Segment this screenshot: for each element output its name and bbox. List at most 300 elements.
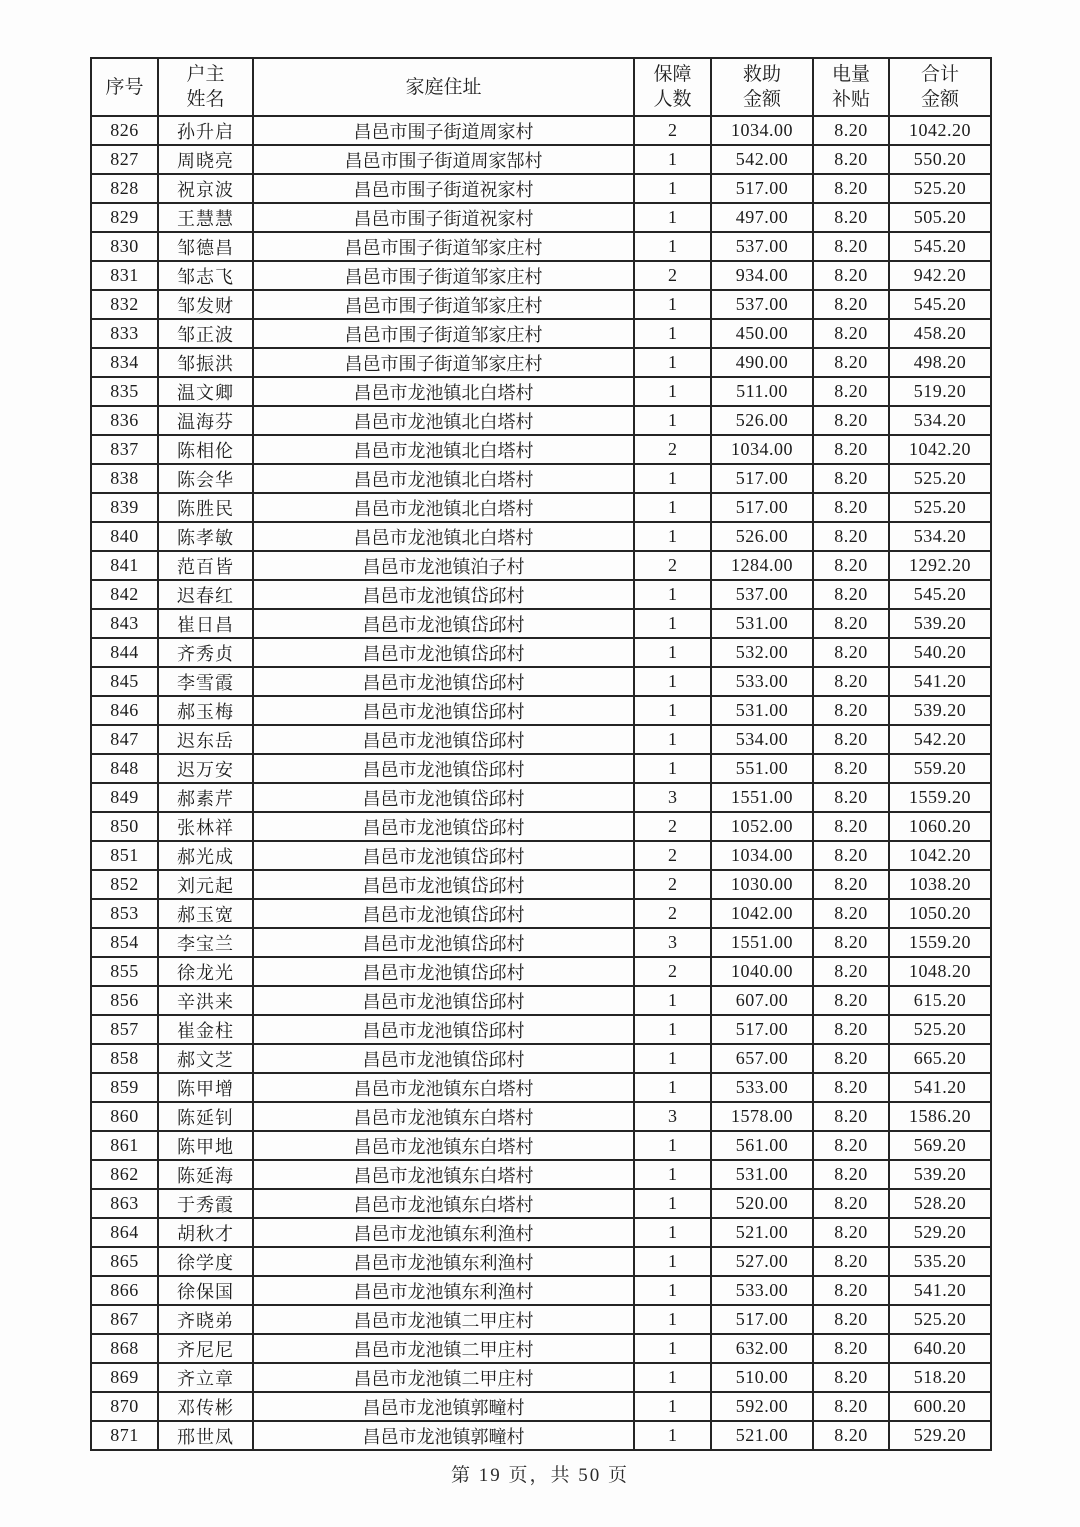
cell-subsidy: 8.20	[813, 1102, 889, 1131]
col-header-index	[91, 58, 158, 116]
cell-total: 1050.20	[889, 899, 991, 928]
cell-address: 昌邑市龙池镇岱邱村	[253, 638, 634, 667]
cell-name: 邹德昌	[158, 232, 253, 261]
cell-total: 534.20	[889, 522, 991, 551]
cell-address: 昌邑市围子街道邹家庄村	[253, 319, 634, 348]
table-row	[91, 957, 991, 986]
cell-subsidy: 8.20	[813, 464, 889, 493]
cell-people: 1	[634, 232, 711, 261]
cell-name: 迟春红	[158, 580, 253, 609]
table-row	[91, 232, 991, 261]
cell-name: 范百皆	[158, 551, 253, 580]
table-row	[91, 1044, 991, 1073]
cell-name: 迟万安	[158, 754, 253, 783]
cell-address: 昌邑市围子街道邹家庄村	[253, 348, 634, 377]
cell-aid: 527.00	[711, 1247, 813, 1276]
cell-name: 郝玉宽	[158, 899, 253, 928]
cell-subsidy: 8.20	[813, 435, 889, 464]
cell-subsidy: 8.20	[813, 145, 889, 174]
cell-address: 昌邑市龙池镇岱邱村	[253, 986, 634, 1015]
cell-subsidy: 8.20	[813, 203, 889, 232]
col-header-label: 补贴	[831, 89, 870, 110]
cell-subsidy: 8.20	[813, 1421, 889, 1450]
cell-aid: 632.00	[711, 1334, 813, 1363]
cell-total: 1586.20	[889, 1102, 991, 1131]
cell-people: 2	[634, 435, 711, 464]
cell-index: 844	[91, 638, 158, 667]
cell-people: 1	[634, 493, 711, 522]
cell-aid: 1551.00	[711, 928, 813, 957]
cell-name: 陈延钊	[158, 1102, 253, 1131]
cell-total: 545.20	[889, 232, 991, 261]
cell-subsidy: 8.20	[813, 841, 889, 870]
cell-subsidy: 8.20	[813, 754, 889, 783]
cell-address: 昌邑市围子街道邹家庄村	[253, 290, 634, 319]
cell-index: 862	[91, 1160, 158, 1189]
cell-name: 陈相伦	[158, 435, 253, 464]
cell-subsidy: 8.20	[813, 377, 889, 406]
cell-total: 519.20	[889, 377, 991, 406]
cell-aid: 526.00	[711, 522, 813, 551]
cell-total: 525.20	[889, 1305, 991, 1334]
cell-subsidy: 8.20	[813, 725, 889, 754]
cell-total: 541.20	[889, 1276, 991, 1305]
cell-index: 837	[91, 435, 158, 464]
cell-name: 温文卿	[158, 377, 253, 406]
cell-people: 1	[634, 522, 711, 551]
table-row	[91, 1392, 991, 1421]
cell-total: 1292.20	[889, 551, 991, 580]
cell-people: 1	[634, 203, 711, 232]
cell-index: 864	[91, 1218, 158, 1247]
cell-people: 1	[634, 1421, 711, 1450]
cell-total: 525.20	[889, 493, 991, 522]
cell-subsidy: 8.20	[813, 638, 889, 667]
cell-subsidy: 8.20	[813, 1073, 889, 1102]
table-row	[91, 1073, 991, 1102]
cell-total: 525.20	[889, 464, 991, 493]
cell-total: 600.20	[889, 1392, 991, 1421]
col-header-label: 户主	[186, 64, 225, 85]
cell-subsidy: 8.20	[813, 261, 889, 290]
cell-name: 齐尼尼	[158, 1334, 253, 1363]
cell-name: 辛洪来	[158, 986, 253, 1015]
cell-total: 529.20	[889, 1421, 991, 1450]
cell-index: 855	[91, 957, 158, 986]
cell-total: 458.20	[889, 319, 991, 348]
cell-people: 2	[634, 957, 711, 986]
cell-total: 559.20	[889, 754, 991, 783]
cell-subsidy: 8.20	[813, 1015, 889, 1044]
cell-address: 昌邑市龙池镇北白塔村	[253, 406, 634, 435]
cell-address: 昌邑市龙池镇二甲庄村	[253, 1363, 634, 1392]
table-row	[91, 609, 991, 638]
cell-people: 3	[634, 928, 711, 957]
table-row	[91, 174, 991, 203]
cell-aid: 517.00	[711, 174, 813, 203]
cell-people: 1	[634, 1044, 711, 1073]
cell-index: 871	[91, 1421, 158, 1450]
cell-address: 昌邑市龙池镇郭疃村	[253, 1392, 634, 1421]
cell-address: 昌邑市龙池镇泊子村	[253, 551, 634, 580]
cell-people: 2	[634, 812, 711, 841]
cell-total: 1038.20	[889, 870, 991, 899]
cell-address: 昌邑市龙池镇二甲庄村	[253, 1334, 634, 1363]
cell-aid: 517.00	[711, 1015, 813, 1044]
table-row	[91, 551, 991, 580]
table-row	[91, 116, 991, 145]
table-row	[91, 1421, 991, 1450]
cell-aid: 521.00	[711, 1421, 813, 1450]
cell-index: 866	[91, 1276, 158, 1305]
cell-index: 834	[91, 348, 158, 377]
cell-name: 郝素芹	[158, 783, 253, 812]
cell-name: 邢世凤	[158, 1421, 253, 1450]
table-row	[91, 754, 991, 783]
cell-subsidy: 8.20	[813, 319, 889, 348]
cell-index: 863	[91, 1189, 158, 1218]
cell-subsidy: 8.20	[813, 493, 889, 522]
cell-address: 昌邑市龙池镇岱邱村	[253, 928, 634, 957]
cell-index: 835	[91, 377, 158, 406]
cell-index: 843	[91, 609, 158, 638]
cell-total: 545.20	[889, 580, 991, 609]
cell-people: 1	[634, 1334, 711, 1363]
cell-index: 865	[91, 1247, 158, 1276]
cell-address: 昌邑市龙池镇岱邱村	[253, 841, 634, 870]
cell-people: 2	[634, 551, 711, 580]
cell-name: 温海芬	[158, 406, 253, 435]
cell-address: 昌邑市龙池镇岱邱村	[253, 783, 634, 812]
cell-people: 1	[634, 609, 711, 638]
cell-aid: 607.00	[711, 986, 813, 1015]
cell-address: 昌邑市围子街道祝家村	[253, 174, 634, 203]
cell-total: 525.20	[889, 174, 991, 203]
col-header-people	[634, 58, 711, 116]
cell-subsidy: 8.20	[813, 667, 889, 696]
table-header	[91, 58, 991, 116]
cell-name: 陈延海	[158, 1160, 253, 1189]
cell-aid: 517.00	[711, 1305, 813, 1334]
cell-people: 1	[634, 1160, 711, 1189]
col-header-label: 家庭住址	[405, 76, 482, 98]
cell-name: 陈胜民	[158, 493, 253, 522]
cell-index: 846	[91, 696, 158, 725]
cell-index: 868	[91, 1334, 158, 1363]
table-row	[91, 725, 991, 754]
cell-name: 齐立章	[158, 1363, 253, 1392]
cell-aid: 934.00	[711, 261, 813, 290]
cell-total: 539.20	[889, 696, 991, 725]
cell-aid: 1578.00	[711, 1102, 813, 1131]
cell-subsidy: 8.20	[813, 1189, 889, 1218]
cell-aid: 551.00	[711, 754, 813, 783]
cell-index: 860	[91, 1102, 158, 1131]
cell-subsidy: 8.20	[813, 783, 889, 812]
table-row	[91, 899, 991, 928]
cell-index: 841	[91, 551, 158, 580]
cell-subsidy: 8.20	[813, 406, 889, 435]
cell-index: 828	[91, 174, 158, 203]
cell-aid: 490.00	[711, 348, 813, 377]
cell-index: 840	[91, 522, 158, 551]
table-row	[91, 870, 991, 899]
table-row	[91, 522, 991, 551]
cell-total: 1048.20	[889, 957, 991, 986]
table-row	[91, 1160, 991, 1189]
cell-address: 昌邑市龙池镇二甲庄村	[253, 1305, 634, 1334]
cell-subsidy: 8.20	[813, 174, 889, 203]
cell-subsidy: 8.20	[813, 870, 889, 899]
table-row	[91, 667, 991, 696]
cell-total: 640.20	[889, 1334, 991, 1363]
table-row	[91, 493, 991, 522]
cell-aid: 517.00	[711, 493, 813, 522]
cell-name: 齐晓弟	[158, 1305, 253, 1334]
cell-name: 李宝兰	[158, 928, 253, 957]
cell-total: 1042.20	[889, 435, 991, 464]
cell-name: 徐龙光	[158, 957, 253, 986]
cell-aid: 561.00	[711, 1131, 813, 1160]
cell-aid: 592.00	[711, 1392, 813, 1421]
cell-total: 498.20	[889, 348, 991, 377]
cell-subsidy: 8.20	[813, 1044, 889, 1073]
table-row	[91, 406, 991, 435]
cell-subsidy: 8.20	[813, 1305, 889, 1334]
table-body	[91, 116, 991, 1450]
cell-subsidy: 8.20	[813, 580, 889, 609]
cell-address: 昌邑市龙池镇岱邱村	[253, 899, 634, 928]
cell-index: 859	[91, 1073, 158, 1102]
col-header-name	[158, 58, 253, 116]
cell-index: 827	[91, 145, 158, 174]
table-row	[91, 377, 991, 406]
cell-address: 昌邑市龙池镇东白塔村	[253, 1131, 634, 1160]
cell-name: 齐秀贞	[158, 638, 253, 667]
cell-index: 861	[91, 1131, 158, 1160]
cell-address: 昌邑市围子街道邹家庄村	[253, 261, 634, 290]
cell-total: 1042.20	[889, 116, 991, 145]
cell-total: 1060.20	[889, 812, 991, 841]
cell-subsidy: 8.20	[813, 1160, 889, 1189]
cell-total: 539.20	[889, 609, 991, 638]
cell-address: 昌邑市龙池镇岱邱村	[253, 725, 634, 754]
cell-name: 周晓亮	[158, 145, 253, 174]
cell-name: 迟东岳	[158, 725, 253, 754]
col-header-address	[253, 58, 634, 116]
cell-index: 870	[91, 1392, 158, 1421]
cell-address: 昌邑市围子街道邹家庄村	[253, 232, 634, 261]
cell-index: 869	[91, 1363, 158, 1392]
cell-aid: 1034.00	[711, 435, 813, 464]
cell-aid: 537.00	[711, 232, 813, 261]
cell-people: 1	[634, 696, 711, 725]
cell-aid: 517.00	[711, 464, 813, 493]
cell-subsidy: 8.20	[813, 696, 889, 725]
table-row	[91, 145, 991, 174]
cell-subsidy: 8.20	[813, 1392, 889, 1421]
cell-total: 569.20	[889, 1131, 991, 1160]
cell-address: 昌邑市龙池镇东利渔村	[253, 1247, 634, 1276]
cell-people: 2	[634, 261, 711, 290]
cell-index: 856	[91, 986, 158, 1015]
cell-aid: 497.00	[711, 203, 813, 232]
cell-address: 昌邑市龙池镇东白塔村	[253, 1189, 634, 1218]
cell-name: 陈甲增	[158, 1073, 253, 1102]
cell-people: 1	[634, 290, 711, 319]
cell-people: 1	[634, 1015, 711, 1044]
cell-index: 830	[91, 232, 158, 261]
cell-name: 崔金柱	[158, 1015, 253, 1044]
cell-address: 昌邑市龙池镇北白塔村	[253, 522, 634, 551]
cell-address: 昌邑市围子街道周家村	[253, 116, 634, 145]
col-header-label: 姓名	[186, 89, 225, 110]
cell-subsidy: 8.20	[813, 928, 889, 957]
cell-total: 540.20	[889, 638, 991, 667]
table-row	[91, 812, 991, 841]
cell-index: 849	[91, 783, 158, 812]
cell-total: 615.20	[889, 986, 991, 1015]
cell-total: 505.20	[889, 203, 991, 232]
cell-name: 邹正波	[158, 319, 253, 348]
cell-address: 昌邑市龙池镇岱邱村	[253, 812, 634, 841]
table-row	[91, 1334, 991, 1363]
cell-address: 昌邑市龙池镇郭疃村	[253, 1421, 634, 1450]
cell-people: 1	[634, 348, 711, 377]
cell-address: 昌邑市围子街道祝家村	[253, 203, 634, 232]
cell-people: 1	[634, 319, 711, 348]
cell-name: 胡秋才	[158, 1218, 253, 1247]
table-row	[91, 986, 991, 1015]
cell-name: 郝光成	[158, 841, 253, 870]
cell-total: 942.20	[889, 261, 991, 290]
header-row	[91, 58, 991, 116]
cell-address: 昌邑市龙池镇岱邱村	[253, 754, 634, 783]
cell-aid: 537.00	[711, 290, 813, 319]
cell-address: 昌邑市龙池镇东白塔村	[253, 1102, 634, 1131]
cell-people: 1	[634, 174, 711, 203]
cell-address: 昌邑市龙池镇岱邱村	[253, 609, 634, 638]
cell-total: 550.20	[889, 145, 991, 174]
cell-aid: 533.00	[711, 1276, 813, 1305]
cell-name: 王慧慧	[158, 203, 253, 232]
cell-index: 838	[91, 464, 158, 493]
cell-index: 850	[91, 812, 158, 841]
cell-subsidy: 8.20	[813, 522, 889, 551]
cell-subsidy: 8.20	[813, 812, 889, 841]
cell-name: 邹振洪	[158, 348, 253, 377]
cell-index: 845	[91, 667, 158, 696]
cell-address: 昌邑市龙池镇岱邱村	[253, 667, 634, 696]
cell-subsidy: 8.20	[813, 551, 889, 580]
cell-total: 1042.20	[889, 841, 991, 870]
cell-address: 昌邑市龙池镇北白塔村	[253, 464, 634, 493]
cell-total: 541.20	[889, 667, 991, 696]
cell-total: 528.20	[889, 1189, 991, 1218]
cell-people: 1	[634, 377, 711, 406]
table-row	[91, 1102, 991, 1131]
cell-address: 昌邑市龙池镇岱邱村	[253, 870, 634, 899]
cell-index: 842	[91, 580, 158, 609]
cell-name: 崔日昌	[158, 609, 253, 638]
col-header-subsidy	[813, 58, 889, 116]
cell-people: 1	[634, 1305, 711, 1334]
cell-people: 2	[634, 899, 711, 928]
cell-total: 518.20	[889, 1363, 991, 1392]
cell-people: 1	[634, 1392, 711, 1421]
cell-index: 851	[91, 841, 158, 870]
cell-aid: 511.00	[711, 377, 813, 406]
col-header-label: 人数	[653, 89, 692, 110]
table-row	[91, 290, 991, 319]
cell-aid: 510.00	[711, 1363, 813, 1392]
cell-index: 867	[91, 1305, 158, 1334]
cell-subsidy: 8.20	[813, 1334, 889, 1363]
cell-aid: 537.00	[711, 580, 813, 609]
cell-address: 昌邑市龙池镇北白塔村	[253, 493, 634, 522]
table-row	[91, 464, 991, 493]
cell-subsidy: 8.20	[813, 290, 889, 319]
cell-total: 541.20	[889, 1073, 991, 1102]
cell-aid: 1030.00	[711, 870, 813, 899]
cell-aid: 526.00	[711, 406, 813, 435]
cell-name: 邹志飞	[158, 261, 253, 290]
cell-address: 昌邑市围子街道周家郜村	[253, 145, 634, 174]
cell-index: 833	[91, 319, 158, 348]
cell-aid: 1040.00	[711, 957, 813, 986]
table-row	[91, 1189, 991, 1218]
cell-subsidy: 8.20	[813, 957, 889, 986]
cell-subsidy: 8.20	[813, 899, 889, 928]
col-header-label: 合计	[920, 64, 959, 85]
cell-people: 1	[634, 1218, 711, 1247]
col-header-label: 救助	[742, 64, 781, 85]
cell-total: 534.20	[889, 406, 991, 435]
cell-aid: 450.00	[711, 319, 813, 348]
col-header-label: 电量	[831, 64, 870, 85]
cell-name: 于秀霞	[158, 1189, 253, 1218]
table-row	[91, 928, 991, 957]
cell-people: 3	[634, 1102, 711, 1131]
cell-people: 1	[634, 754, 711, 783]
table-row	[91, 841, 991, 870]
cell-aid: 533.00	[711, 667, 813, 696]
cell-aid: 531.00	[711, 609, 813, 638]
page-indicator: 第 19 页，共 50 页	[450, 1465, 629, 1486]
cell-index: 854	[91, 928, 158, 957]
cell-address: 昌邑市龙池镇北白塔村	[253, 377, 634, 406]
cell-name: 孙升启	[158, 116, 253, 145]
cell-aid: 542.00	[711, 145, 813, 174]
col-header-label: 金额	[742, 89, 781, 110]
table-row	[91, 348, 991, 377]
cell-address: 昌邑市龙池镇岱邱村	[253, 957, 634, 986]
cell-aid: 532.00	[711, 638, 813, 667]
cell-name: 张林祥	[158, 812, 253, 841]
cell-aid: 657.00	[711, 1044, 813, 1073]
cell-name: 郝玉梅	[158, 696, 253, 725]
table-row	[91, 1247, 991, 1276]
cell-name: 徐学度	[158, 1247, 253, 1276]
cell-subsidy: 8.20	[813, 986, 889, 1015]
cell-aid: 1034.00	[711, 841, 813, 870]
cell-name: 李雪霞	[158, 667, 253, 696]
cell-aid: 1284.00	[711, 551, 813, 580]
cell-aid: 1052.00	[711, 812, 813, 841]
cell-name: 祝京波	[158, 174, 253, 203]
cell-address: 昌邑市龙池镇岱邱村	[253, 696, 634, 725]
table-row	[91, 319, 991, 348]
